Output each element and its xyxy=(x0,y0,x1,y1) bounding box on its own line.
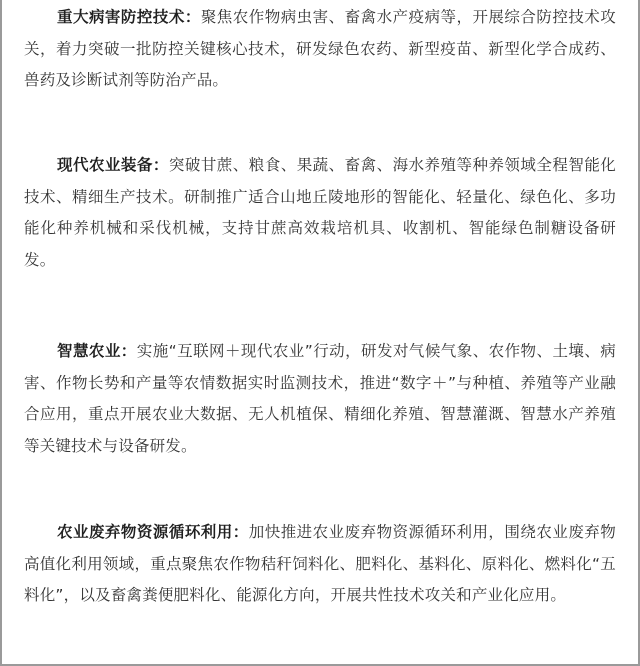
section-body: 加快推进农业废弃物资源循环利用，围绕农业废弃物高值化利用领域，重点聚焦农作物秸秆饲料化、肥料化、基料化、原料化、燃料化“五料化”，以及畜禽粪便肥料化、能源化方向，开展共性技术攻关和产业化应用。 xyxy=(24,523,616,604)
section-heading: 智慧农业： xyxy=(57,342,137,360)
section-waste-recycling xyxy=(24,517,616,612)
section-smart-agriculture xyxy=(24,336,616,462)
section-heading: 农业废弃物资源循环利用： xyxy=(57,523,249,541)
section-body: 聚焦农作物病虫害、畜禽水产疫病等，开展综合防控技术攻关，着力突破一批防控关键核心技术，研发绿色农药、新型疫苗、新型化学合成药、兽药及诊断试剂等防治产品。 xyxy=(24,8,616,89)
section-agri-equipment xyxy=(24,150,616,276)
section-heading: 现代农业装备： xyxy=(57,156,169,174)
section-body: 实施“互联网＋现代农业”行动，研发对气候气象、农作物、土壤、病害、作物长势和产量等农情数据实时监测技术，推进“数字＋”与种植、养殖等产业融合应用，重点开展农业大数据、无人机植保、精细化养殖、智慧灌溉、智慧水产养殖等关键技术与设备研发。 xyxy=(24,342,616,455)
section-disease-control xyxy=(24,2,616,97)
section-heading: 重大病害防控技术： xyxy=(57,8,201,26)
section-body: 突破甘蔗、粮食、果蔬、畜禽、海水养殖等种养领域全程智能化技术、精细生产技术。研制推广适合山地丘陵地形的智能化、轻量化、绿色化、多功能化种养机械和采伐机械，支持甘蔗高效栽培机具、收割机、智能绿色制糖设备研发。 xyxy=(24,156,616,269)
